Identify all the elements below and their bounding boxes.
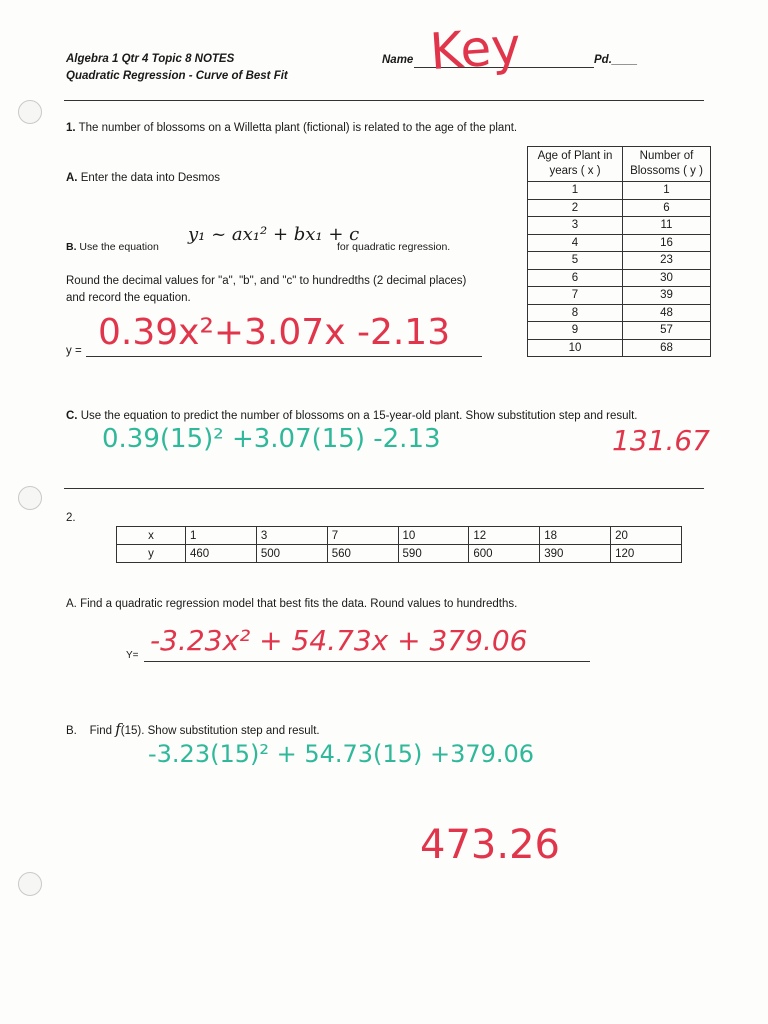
name-handwritten: Key — [428, 16, 523, 82]
q1a-text: Enter the data into Desmos — [80, 172, 221, 184]
q2b-label: B. — [66, 725, 77, 737]
col-header-age: Age of Plant in years ( x ) — [528, 147, 623, 182]
q2-number: 2. — [66, 512, 76, 524]
table-cell: 7 — [528, 287, 623, 305]
table-row — [528, 287, 711, 305]
table-cell: 6 — [623, 199, 711, 217]
table-cell: 57 — [623, 322, 711, 340]
table-cell: 10 — [398, 527, 469, 545]
table-row — [528, 199, 711, 217]
table-row — [528, 234, 711, 252]
table-cell: 390 — [540, 545, 611, 563]
table-cell: 1 — [528, 182, 623, 200]
table-cell: 23 — [623, 252, 711, 270]
q2a-label: A. — [66, 598, 77, 610]
table-cell: 7 — [327, 527, 398, 545]
table-cell: 12 — [469, 527, 540, 545]
table-cell: 20 — [611, 527, 682, 545]
q1c — [66, 410, 638, 422]
table-cell: 3 — [528, 217, 623, 235]
q1-prompt — [66, 122, 517, 134]
y-equals-label: y = — [66, 345, 82, 357]
binder-hole-top — [18, 100, 42, 124]
table-cell: 8 — [528, 304, 623, 322]
table-cell: 1 — [623, 182, 711, 200]
table-row — [528, 304, 711, 322]
table-cell: 1 — [186, 527, 257, 545]
table-row — [528, 339, 711, 357]
table-cell: 48 — [623, 304, 711, 322]
table-cell: 4 — [528, 234, 623, 252]
model-underline — [144, 661, 590, 662]
name-label: Name — [382, 54, 414, 66]
table-cell: 6 — [528, 269, 623, 287]
table-header-row — [528, 147, 711, 182]
q1-number: 1. — [66, 122, 76, 134]
q2a — [66, 598, 517, 610]
q2b-text-pre: Find — [89, 725, 116, 737]
table-cell: 18 — [540, 527, 611, 545]
header-divider — [64, 100, 704, 101]
q1b-handwritten-answer: 0.39x²+3.07x -2.13 — [98, 312, 451, 353]
q1-round-line1: Round the decimal values for "a", "b", and "c" to hundredths (2 decimal places) — [66, 275, 467, 287]
q1-text: The number of blossoms on a Willetta plant (fictional) is related to the age of the plant. — [78, 122, 518, 134]
table-cell: 9 — [528, 322, 623, 340]
table-cell: 68 — [623, 339, 711, 357]
table-cell: 16 — [623, 234, 711, 252]
table-row — [528, 182, 711, 200]
table-row-y — [117, 545, 682, 563]
q1c-label: C. — [66, 410, 78, 422]
blossom-data-table — [527, 146, 711, 357]
q2b-function-f: f — [115, 720, 121, 738]
model-label: Y= — [126, 650, 139, 661]
q1b-text: Use the equation — [79, 241, 159, 253]
table-cell: 11 — [623, 217, 711, 235]
q1a-label: A. — [66, 172, 78, 184]
table-row — [528, 269, 711, 287]
q1c-text: Use the equation to predict the number of blossoms on a 15-year-old plant. Show substitution step and result. — [80, 410, 638, 422]
q1b-suffix: for quadratic regression. — [337, 241, 451, 253]
q1a — [66, 172, 220, 184]
table-cell: 10 — [528, 339, 623, 357]
table-row-x — [117, 527, 682, 545]
table-cell: 30 — [623, 269, 711, 287]
q2b — [66, 720, 320, 738]
table-cell: 3 — [256, 527, 327, 545]
course-title: Algebra 1 Qtr 4 Topic 8 NOTES — [66, 53, 235, 65]
table-row — [528, 252, 711, 270]
q1b-label: B. — [66, 241, 77, 253]
q1c-handwritten-result: 131.67 — [612, 424, 710, 457]
q2b-text-post: (15). Show substitution step and result. — [120, 725, 320, 737]
table-cell: 2 — [528, 199, 623, 217]
binder-hole-bottom — [18, 872, 42, 896]
period-label: Pd.____ — [594, 54, 638, 66]
q2a-text: Find a quadratic regression model that best fits the data. Round values to hundredths. — [80, 598, 518, 610]
q1c-handwritten-work: 0.39(15)² +3.07(15) -2.13 — [102, 424, 441, 454]
table-cell: 460 — [186, 545, 257, 563]
q1b-label-text — [66, 241, 159, 253]
table-cell: 500 — [256, 545, 327, 563]
row-label-x: x — [117, 527, 186, 545]
binder-hole-middle — [18, 486, 42, 510]
q1-round-line2: and record the equation. — [66, 292, 191, 304]
q2a-handwritten-model: -3.23x² + 54.73x + 379.06 — [150, 624, 528, 657]
table-cell: 120 — [611, 545, 682, 563]
row-label-y: y — [117, 545, 186, 563]
table-cell: 600 — [469, 545, 540, 563]
regression-equation: y₁ ~ ax₁² + bx₁ + c — [188, 224, 360, 245]
table-cell: 39 — [623, 287, 711, 305]
q2b-handwritten-work: -3.23(15)² + 54.73(15) +379.06 — [148, 740, 535, 768]
col-header-blossoms: Number of Blossoms ( y ) — [623, 147, 711, 182]
table-cell: 5 — [528, 252, 623, 270]
table-row — [528, 322, 711, 340]
table-cell: 560 — [327, 545, 398, 563]
answer-underline — [86, 356, 482, 357]
section-divider — [64, 488, 704, 489]
worksheet-subtitle: Quadratic Regression - Curve of Best Fit — [66, 70, 288, 82]
table-row — [528, 217, 711, 235]
table-cell: 590 — [398, 545, 469, 563]
q2-data-table — [116, 526, 682, 563]
q2b-handwritten-result: 473.26 — [420, 822, 560, 868]
